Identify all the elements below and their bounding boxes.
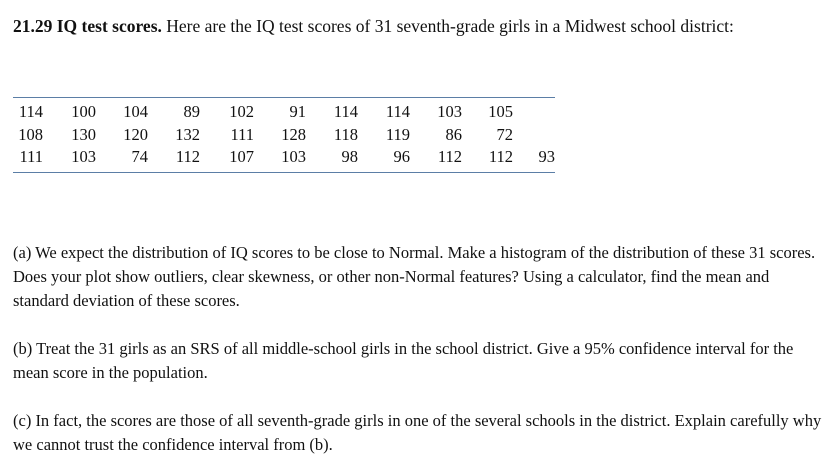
score-cell: 112 (437, 147, 462, 166)
score-cell: 72 (496, 124, 513, 144)
question-a: (a) We expect the distribution of IQ scores to be close to Normal. Make a histogram of the distribution of these 31 scores. Does your plot show outliers, clear skewness, or other non-Normal features? Using a calculator, find the mean and standard deviation of these scores. (13, 243, 816, 310)
score-cell: 103 (71, 147, 96, 166)
score-cell: 91 (289, 102, 306, 121)
score-cell: 105 (488, 102, 513, 121)
question-c: (c) In fact, the scores are those of all seventh-grade girls in one of the several schools in the district. Explain carefully why we cannot trust the confidence interval from (b). (13, 411, 822, 454)
score-cell: 120 (123, 124, 148, 144)
score-cell: 86 (445, 124, 462, 144)
score-cell: 118 (333, 124, 358, 144)
scores-row (13, 146, 555, 169)
score-cell: 107 (229, 147, 254, 166)
question-b: (b) Treat the 31 girls as an SRS of all middle-school girls in the school district. Give a 95% confidence interval for the mean score in the population. (13, 339, 794, 382)
scores-row (13, 101, 555, 124)
score-cell: 100 (71, 102, 96, 121)
score-cell: 111 (19, 147, 43, 166)
score-cell: 89 (183, 102, 200, 121)
score-cell: 98 (341, 147, 358, 166)
score-cell: 119 (385, 124, 410, 144)
score-cell: 128 (281, 124, 306, 144)
problem-number-title: 21.29 IQ test scores. (13, 16, 162, 36)
score-cell: 96 (393, 147, 410, 166)
score-cell: 93 (538, 147, 555, 166)
score-cell: 111 (230, 124, 254, 144)
problem-heading (13, 15, 734, 37)
score-cell: 112 (175, 147, 200, 166)
score-cell: 108 (18, 124, 43, 144)
score-cell: 114 (385, 102, 410, 121)
score-cell: 74 (131, 147, 148, 166)
scores-row (13, 124, 555, 147)
score-cell: 114 (18, 102, 43, 121)
score-cell: 103 (437, 102, 462, 121)
score-cell: 114 (333, 102, 358, 121)
scores-table (13, 97, 555, 173)
score-cell: 103 (281, 147, 306, 166)
problem-intro: Here are the IQ test scores of 31 seventh-grade girls in a Midwest school district: (161, 16, 734, 36)
score-cell: 132 (175, 124, 200, 144)
score-cell: 112 (488, 147, 513, 166)
score-cell: 102 (229, 102, 254, 121)
score-cell: 130 (71, 124, 96, 144)
score-cell: 104 (123, 102, 148, 121)
